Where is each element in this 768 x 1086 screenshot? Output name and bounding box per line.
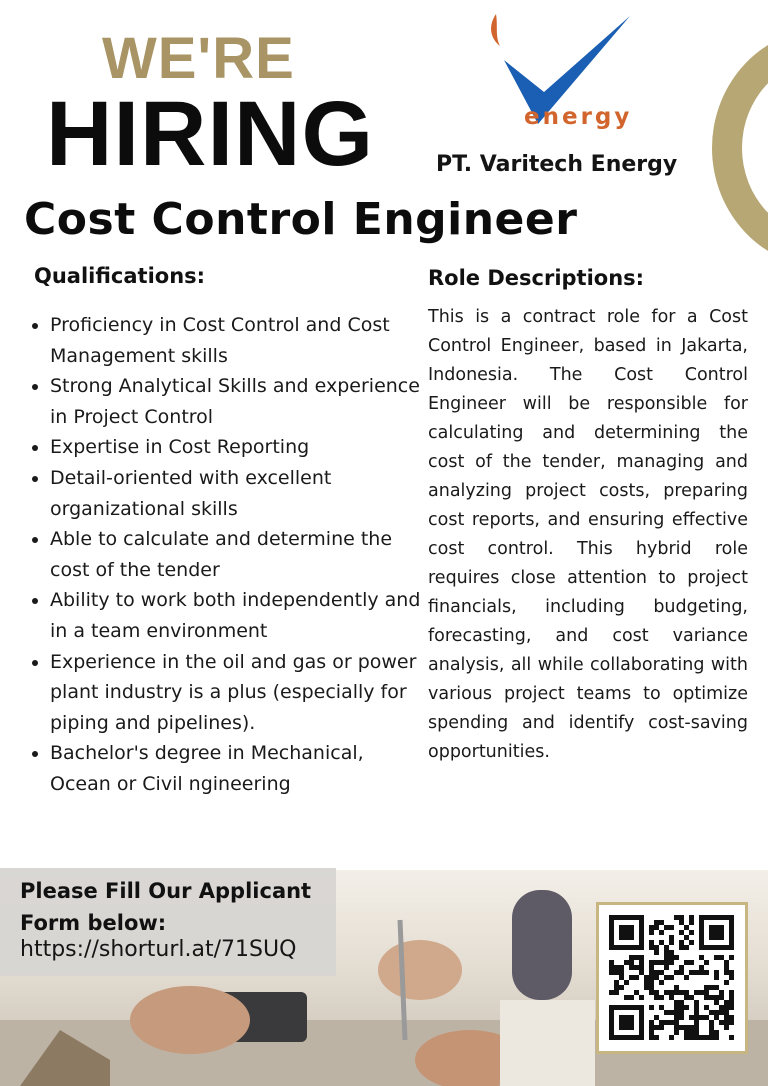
qr-code[interactable]: [596, 902, 748, 1054]
qualification-item: • Ability to work both independently and in a team environment: [50, 585, 422, 646]
job-title: Cost Control Engineer: [24, 194, 578, 245]
qualification-item: • Experience in the oil and gas or power plant industry is a plus (especially for piping and pipelines).: [50, 647, 422, 739]
qr-code-pattern: [599, 905, 745, 1051]
decorative-gold-ring: [712, 28, 768, 268]
apply-form-link[interactable]: https://shorturl.at/71SUQ: [20, 937, 297, 962]
headline-hiring: HIRING: [46, 83, 374, 185]
logo-wordmark: energy: [524, 104, 633, 130]
qualifications-heading: Qualifications:: [34, 264, 206, 288]
photo-document: [500, 1000, 595, 1086]
headline-were: WE'RE: [102, 26, 295, 91]
qualifications-list: [24, 310, 422, 800]
apply-form-heading: Please Fill Our Applicant Form below:: [20, 879, 312, 935]
qualification-item: • Bachelor's degree in Mechanical, Ocean or Civil ngineering: [50, 738, 422, 799]
flame-icon: [491, 14, 500, 46]
photo-arm: [512, 890, 572, 1000]
photo-hand-left: [130, 986, 250, 1054]
photo-hand-right: [378, 940, 462, 1000]
qualification-item: • Able to calculate and determine the cost of the tender: [50, 524, 422, 585]
qualification-item: • Expertise in Cost Reporting: [50, 432, 422, 463]
qualification-item: • Detail-oriented with excellent organizational skills: [50, 463, 422, 524]
company-logo: [486, 12, 646, 140]
role-descriptions-heading: Role Descriptions:: [428, 266, 645, 290]
company-name: PT. Varitech Energy: [436, 152, 678, 177]
qualification-item: • Strong Analytical Skills and experience in Project Control: [50, 371, 422, 432]
qualification-item: • Proficiency in Cost Control and Cost Management skills: [50, 310, 422, 371]
role-description-text: This is a contract role for a Cost Control Engineer, based in Jakarta, Indonesia. The Cost Control Engineer will be responsible for calculating and determining the cost of the tender, managing and analyzing project costs, preparing cost reports, and ensuring effective cost control. This hybrid role requires close attention to project financials, including budgeting, forecasting, and cost variance analysis, all while collaborating with various project teams to optimize spending and identify cost-saving opportunities.: [428, 307, 748, 762]
